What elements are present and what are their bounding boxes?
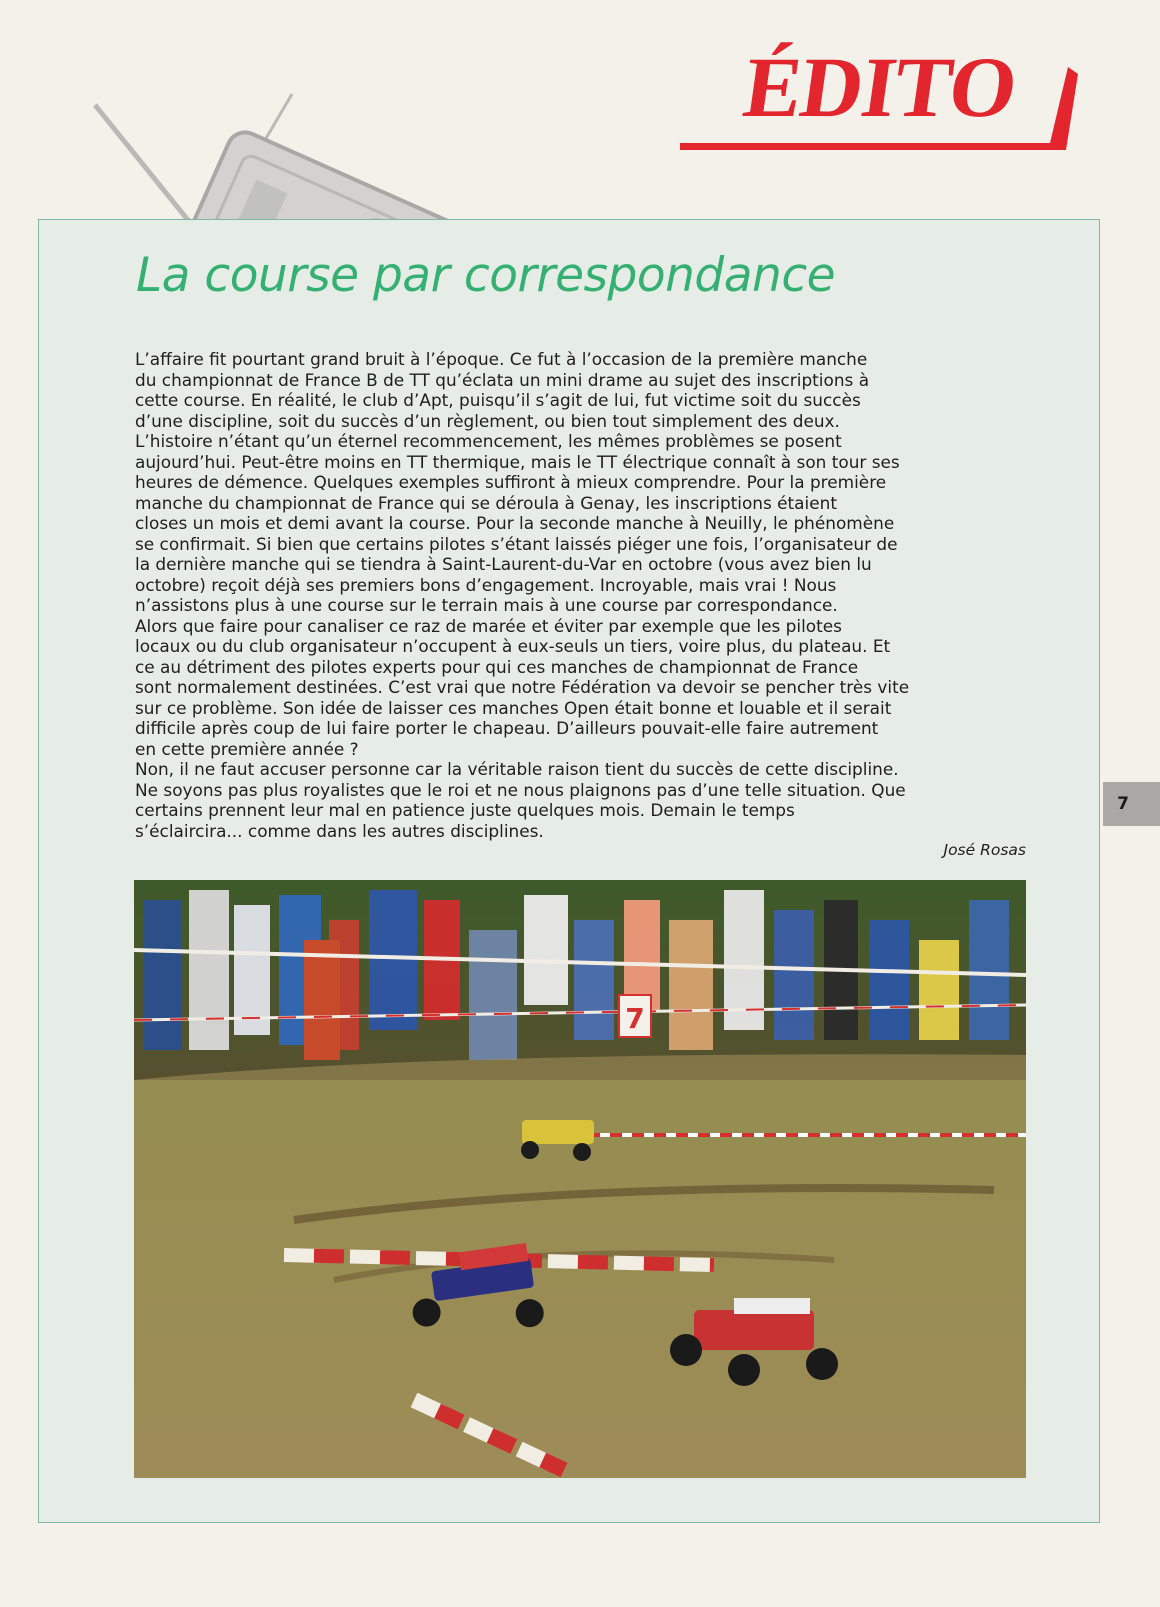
- body-line: octobre) reçoit déjà ses premiers bons d’engagement. Incroyable, mais vrai ! Nous: [135, 574, 837, 595]
- body-line: Ne soyons pas plus royalistes que le roi et ne nous plaignons pas d’une telle situation. Que: [135, 779, 906, 800]
- body-line: certains prennent leur mal en patience juste quelques mois. Demain le temps: [135, 800, 795, 820]
- race-photo: [134, 880, 1026, 1478]
- body-line: L’histoire n’étant qu’un éternel recommencement, les mêmes problèmes se posent: [135, 431, 842, 451]
- body-line: heures de démence. Quelques exemples suffiront à mieux comprendre. Pour la première: [135, 472, 887, 492]
- article-body: [135, 349, 1025, 841]
- edito-header: [680, 40, 1100, 150]
- body-line: aujourd’hui. Peut-être moins en TT thermique, mais le TT électrique connaît à son tour ses: [135, 451, 900, 472]
- body-line: manche du championnat de France qui se déroula à Genay, les inscriptions étaient: [135, 492, 837, 513]
- body-line: se confirmait. Si bien que certains pilotes s’étant laissés piéger une fois, l’organisateur de: [135, 533, 898, 554]
- page-number: 7: [1117, 794, 1129, 814]
- body-line: L’affaire fit pourtant grand bruit à l’époque. Ce fut à l’occasion de la première manche: [135, 349, 868, 369]
- body-line: sur ce problème. Son idée de laisser ces manches Open était bonne et louable et il serait: [135, 697, 892, 718]
- edito-title: ÉDITO: [738, 39, 1023, 135]
- body-line: Non, il ne faut accuser personne car la véritable raison tient du succès de cette discipline.: [135, 759, 899, 779]
- article-title: La course par correspondance: [136, 248, 836, 303]
- track-sign-number: 7: [625, 1002, 645, 1035]
- body-line: du championnat de France B de TT qu’éclata un mini drame au sujet des inscriptions à: [135, 369, 870, 390]
- author-signature: José Rosas: [943, 841, 1026, 859]
- body-line: locaux ou du club organisateur n’occupent à eux-seuls un tiers, voire plus, du plateau. Et: [135, 636, 891, 656]
- body-line: closes un mois et demi avant la course. Pour la seconde manche à Neuilly, le phénomène: [135, 513, 895, 533]
- body-line: cette course. En réalité, le club d’Apt, puisqu’il s’agit de lui, fut victime soit du succès: [135, 390, 861, 410]
- page-number-tab: [1103, 782, 1160, 826]
- body-line: s’éclaircira... comme dans les autres disciplines.: [135, 820, 544, 841]
- body-line: n’assistons plus à une course sur le terrain mais à une course par correspondance.: [135, 595, 838, 615]
- body-line: ce au détriment des pilotes experts pour qui ces manches de championnat de France: [135, 656, 859, 677]
- body-line: la dernière manche qui se tiendra à Saint-Laurent-du-Var en octobre (vous avez bien lu: [135, 554, 872, 574]
- body-line: sont normalement destinées. C’est vrai que notre Fédération va devoir se pencher très vite: [135, 677, 910, 697]
- body-line: Alors que faire pour canaliser ce raz de marée et éviter par exemple que les pilotes: [135, 615, 842, 636]
- body-line: en cette première année ?: [135, 738, 359, 759]
- body-line: d’une discipline, soit du succès d’un règlement, ou bien tout simplement des deux.: [135, 410, 840, 431]
- body-line: difficile après coup de lui faire porter le chapeau. D’ailleurs pouvait-elle faire autrement: [135, 718, 879, 738]
